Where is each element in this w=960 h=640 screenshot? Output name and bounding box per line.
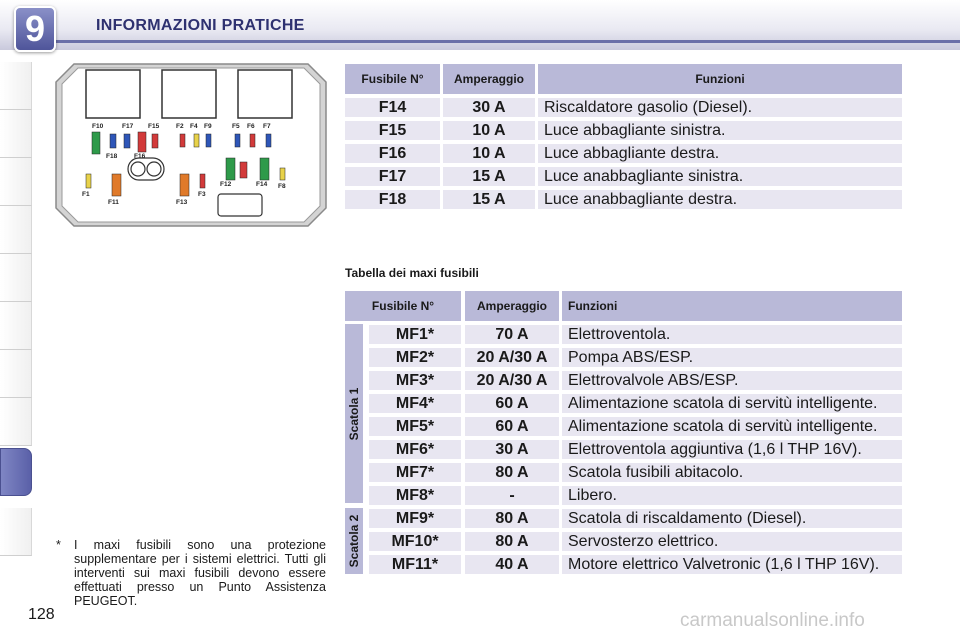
chapter-tab-6[interactable] [0,302,32,350]
maxi-table-cell-func: Alimentazione scatola di servitù intelligente. [562,394,902,413]
chapter-badge: 9 [14,6,56,52]
fuse-f13 [180,174,189,196]
maxi-table-cell-func: Motore elettrico Valvetronic (1,6 l THP 16V). [562,555,902,574]
fuse-table-header-fuse: Fusibile N° [345,64,440,94]
fuse-table-cell-amp: 10 A [443,121,535,140]
fuse-table-cell-fuse: F17 [345,167,440,186]
chapter-tab-5[interactable] [0,254,32,302]
fuse-f17 [124,134,130,148]
fuse-label: F2 [176,123,184,130]
fuse-f9 [206,134,211,147]
maxi-table-cell-amp: 20 A/30 A [465,371,559,390]
fuse-table-cell-fuse: F15 [345,121,440,140]
maxi-table-cell-amp: 30 A [465,440,559,459]
page-number: 128 [28,606,55,623]
fuse-f4 [194,134,199,147]
fuse-f8 [280,168,285,180]
chapter-tab-7[interactable] [0,350,32,398]
fuse-table-cell-func: Luce abbagliante sinistra. [538,121,902,140]
fuse-table-cell-func: Riscaldatore gasolio (Diesel). [538,98,902,117]
relay-slot-3 [238,70,292,118]
fuse-f2 [180,134,185,147]
fuse-table-cell-amp: 30 A [443,98,535,117]
maxi-table-cell-func: Elettrovalvole ABS/ESP. [562,371,902,390]
fuse-f1 [86,174,91,188]
maxi-table-cell-amp: 80 A [465,509,559,528]
chapter-tab-4[interactable] [0,206,32,254]
chapter-tab-2[interactable] [0,110,32,158]
watermark: carmanualsonline.info [680,610,865,631]
fuse-table-cell-fuse: F18 [345,190,440,209]
maxi-table-cell-fuse: MF7* [369,463,461,482]
maxi-table-cell-func: Alimentazione scatola di servitù intelligente. [562,417,902,436]
maxi-fuse-table-title: Tabella dei maxi fusibili [345,266,479,280]
maxi-table-cell-fuse: MF4* [369,394,461,413]
fuse-label: F17 [122,123,134,130]
page-title: INFORMAZIONI PRATICHE [96,17,305,34]
maxi-table-cell-amp: 60 A [465,417,559,436]
chapter-tab-1[interactable] [0,62,32,110]
maxi-table-cell-fuse: MF1* [369,325,461,344]
maxi-table-cell-fuse: MF8* [369,486,461,505]
fuse-f18 [110,134,116,148]
maxi-table-cell-func: Libero. [562,486,902,505]
fuse-f12 [226,158,235,180]
box-2-label [345,508,363,574]
maxi-table-cell-fuse: MF9* [369,509,461,528]
fuse-f7 [266,134,271,147]
fuse-label: F11 [108,199,119,206]
fuse-table-cell-fuse: F16 [345,144,440,163]
fuse-label: F18 [106,153,118,160]
fuse-f14 [260,158,269,180]
maxi-table-cell-func: Elettroventola aggiuntiva (1,6 l THP 16V). [562,440,902,459]
maxi-table-cell-func: Elettroventola. [562,325,902,344]
maxi-table-cell-fuse: MF11* [369,555,461,574]
fuse-label: F14 [256,181,268,188]
chapter-tab-9[interactable] [0,448,32,496]
fuse-label: F7 [263,123,271,130]
fuse-label: F5 [232,123,240,130]
maxi-table-cell-fuse: MF3* [369,371,461,390]
maxi-table-cell-amp: 80 A [465,463,559,482]
fuse-table-cell-amp: 15 A [443,190,535,209]
footnote [56,538,326,608]
fuse-table-cell-fuse: F14 [345,98,440,117]
maxi-table-cell-amp: 20 A/30 A [465,348,559,367]
fuse-label: F13 [176,199,188,206]
fuse-table-header-func: Funzioni [538,64,902,94]
maxi-table-header-amp: Amperaggio [465,291,559,321]
chapter-tab-8[interactable] [0,398,32,446]
chapter-tab-strip [0,62,34,582]
fuse-label: F15 [148,123,160,130]
header-rule [55,40,960,43]
maxi-table-cell-amp: 80 A [465,532,559,551]
maxi-table-cell-amp: 40 A [465,555,559,574]
relay-slot-1 [86,70,140,118]
fuse-label: F8 [278,183,286,190]
fuse-label: F9 [204,123,212,130]
footnote-text: I maxi fusibili sono una protezione supplementare per i sistemi elettrici. Tutti gli interventi sui maxi fusibili devono essere effettuati presso un Punto Assistenza PEUGEOT. [74,538,326,608]
maxi-table-cell-func: Scatola fusibili abitacolo. [562,463,902,482]
maxi-table-header-fuse: Fusibile N° [345,291,461,321]
fuse-table-cell-func: Luce anabbagliante destra. [538,190,902,209]
fuse-f5 [235,134,240,147]
fuse-label: F12 [220,181,232,188]
maxi-table-cell-amp: 70 A [465,325,559,344]
maxi-table-cell-amp: 60 A [465,394,559,413]
fuse-label: F4 [190,123,198,130]
chapter-tab-3[interactable] [0,158,32,206]
maxi-table-cell-func: Pompa ABS/ESP. [562,348,902,367]
fuse-label: F3 [198,191,206,198]
fuse-f6 [250,134,255,147]
fuse-f11 [112,174,121,196]
fuse-label: F16 [134,153,146,160]
box-1-label-text: Scatola 1 [347,387,361,440]
box-2-label-text: Scatola 2 [347,514,361,568]
fuse-label: F1 [82,191,90,198]
relay-slot-2 [162,70,216,118]
fuse-table-cell-amp: 10 A [443,144,535,163]
maxi-table-cell-fuse: MF2* [369,348,461,367]
maxi-table-cell-fuse: MF5* [369,417,461,436]
maxi-table-cell-fuse: MF10* [369,532,461,551]
fuse-label: F10 [92,123,104,130]
fuse-table-header-amp: Amperaggio [443,64,535,94]
fuse-f15 [152,134,158,148]
maxi-table-cell-amp: - [465,486,559,505]
fuse-table-cell-func: Luce abbagliante destra. [538,144,902,163]
fuse-f3 [200,174,205,188]
chapter-tab-10[interactable] [0,508,32,556]
fusebox-diagram [54,62,328,228]
maxi-table-cell-func: Servosterzo elettrico. [562,532,902,551]
box-1-label [345,324,363,503]
maxi-table-header-func: Funzioni [562,291,902,321]
fuse-table-cell-amp: 15 A [443,167,535,186]
fuse-f16 [138,132,146,152]
fuse-label: F6 [247,123,255,130]
fuse-f10 [92,132,100,154]
maxi-table-cell-fuse: MF6* [369,440,461,459]
footnote-marker: * [56,538,61,552]
fuse-table-cell-func: Luce anabbagliante sinistra. [538,167,902,186]
maxi-table-cell-func: Scatola di riscaldamento (Diesel). [562,509,902,528]
